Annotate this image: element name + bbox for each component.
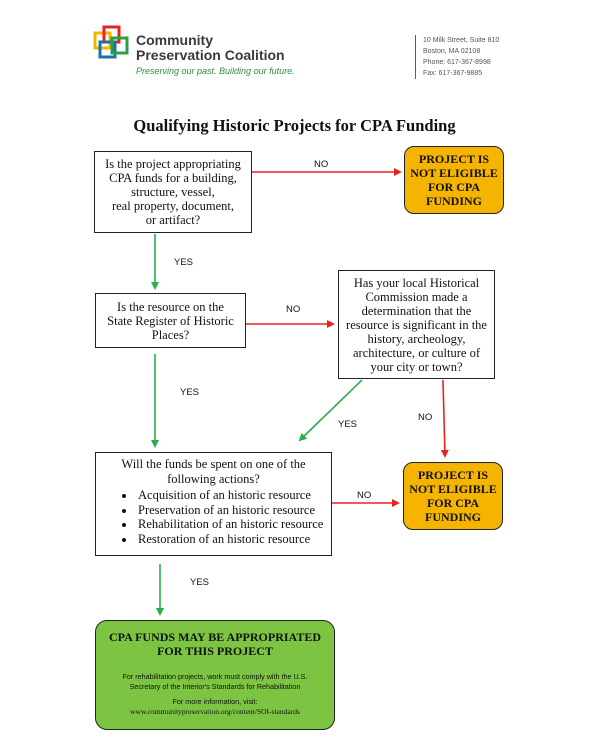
question-historical-commission: Has your local Historical Commission made a determination that the resource is significant in the history, archeology, architecture, or culture of your city or town?	[338, 270, 495, 379]
not-eligible-box: PROJECT IS NOT ELIGIBLE FOR CPA FUNDING	[404, 146, 504, 214]
rehabilitation-note: For rehabilitation projects, work must comply with the U.S. Secretary of the Interior's Standards for Rehabilitation	[122, 672, 308, 691]
result-heading: CPA FUNDS MAY BE APPROPRIATED FOR THIS PROJECT	[108, 630, 321, 658]
label-q3-yes: YES	[338, 419, 358, 430]
list-item: • Acquisition of an historic resource	[136, 488, 331, 503]
actions-list	[96, 488, 331, 546]
question-state-register: Is the resource on the State Register of Historic Places?	[95, 293, 246, 348]
arrow-q3-no	[443, 380, 445, 456]
list-item: • Rehabilitation of an historic resource	[136, 517, 331, 532]
contact-info: 10 Milk Street, Suite 810 Boston, MA 02108 Phone: 617-367-8998 Fax: 617-367-9885	[415, 35, 499, 79]
question-building-structure: Is the project appropriating CPA funds for a building, structure, vessel, real property, document, or artifact?	[94, 151, 252, 233]
info-label: For more information, visit:	[172, 697, 258, 706]
label-q4-no: NO	[357, 490, 372, 501]
question-text: Will the funds be spent on one of the following actions?	[121, 457, 306, 486]
label-q4-yes: YES	[190, 577, 210, 588]
question-funding-actions	[95, 452, 332, 556]
label-q1-no: NO	[314, 159, 329, 170]
label-q3-no: NO	[418, 412, 433, 423]
page-title: Qualifying Historic Projects for CPA Funding	[133, 116, 456, 135]
tagline: Preserving our past. Building our future.	[136, 66, 295, 76]
label-q2-no: NO	[286, 304, 301, 315]
not-eligible-box: PROJECT IS NOT ELIGIBLE FOR CPA FUNDING	[403, 462, 503, 530]
list-item: • Restoration of an historic resource	[136, 532, 331, 547]
cpa-funds-result-box	[95, 620, 335, 730]
organization-name: Community Preservation Coalition	[136, 32, 285, 63]
list-item: • Preservation of an historic resource	[136, 503, 331, 518]
label-q1-yes: YES	[174, 257, 194, 268]
label-q2-yes: YES	[180, 387, 200, 398]
info-link[interactable]: www.communitypreservation.org/content/SOI-standards	[130, 707, 300, 716]
arrow-q3-yes	[300, 380, 362, 440]
